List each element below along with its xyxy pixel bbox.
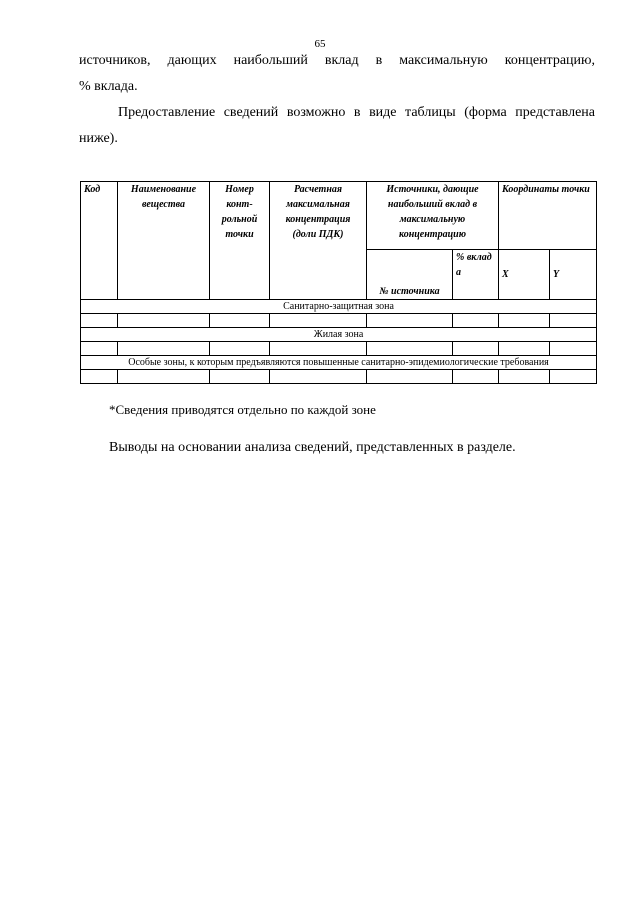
header-coordinates: Координаты точки [499,182,597,250]
form-table [80,181,597,384]
header-point-number: Номер конт-рольной точки [210,182,270,300]
paragraph-line-1: источников, дающих наибольший вклад в максимальную концентрацию, [79,53,595,68]
page-number: 65 [314,38,326,50]
conclusion-text: Выводы на основании анализа сведений, представленных в разделе. [109,440,516,455]
header-sources: Источники, дающие наибольший вклад в максимальную концентрацию [367,182,499,250]
header-calc-concentration: Расчетная максимальная концентрация (доли ПДК) [270,182,367,300]
empty-row [81,342,597,356]
header-source-number: № источника [367,250,453,300]
header-code: Код [81,182,118,300]
paragraph-line-4: ниже). [79,131,118,146]
paragraph-line-2: % вклада. [79,79,138,94]
header-y: Y [550,250,597,300]
zone-sanitary: Санитарно-защитная зона [81,300,597,314]
zone-residential: Жилая зона [81,328,597,342]
header-x: X [499,250,550,300]
empty-row [81,314,597,328]
header-substance: Наименование вещества [118,182,210,300]
empty-row [81,370,597,384]
zone-special: Особые зоны, к которым предъявляются повышенные санитарно-эпидемиологические требования [81,356,597,370]
header-contribution-percent: % вклад а [453,250,499,300]
paragraph-line-3: Предоставление сведений возможно в виде таблицы (форма представлена [118,105,595,120]
footnote: *Сведения приводятся отдельно по каждой зоне [109,402,376,417]
